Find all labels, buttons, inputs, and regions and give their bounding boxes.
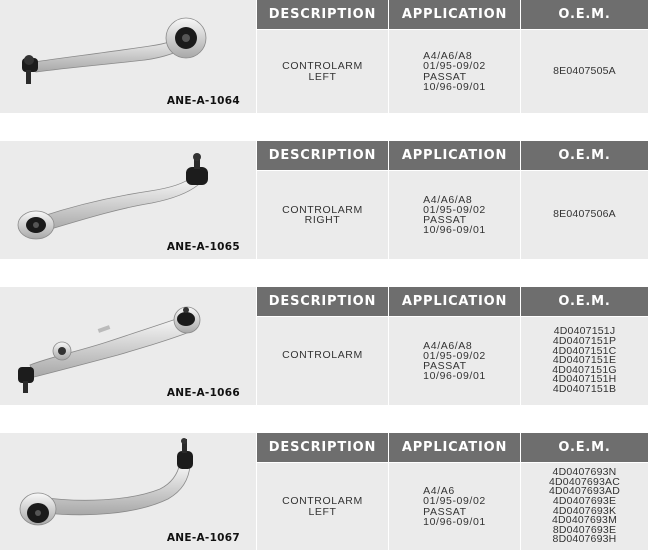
- oem-number: 4D0407693K: [552, 504, 617, 517]
- application-line: PASSAT: [423, 505, 467, 518]
- application-line: 10/96-09/01: [423, 370, 486, 383]
- oem-number: 4D0407151C: [552, 344, 617, 357]
- application-line: A4/A6/A8: [423, 339, 473, 352]
- oem-cell: [521, 317, 648, 405]
- description-header: DESCRIPTION: [257, 141, 388, 170]
- application-line: 01/95-09/02: [423, 60, 486, 73]
- oem-number: 4D0407693AD: [548, 485, 621, 498]
- application-cell: [389, 317, 520, 405]
- oem-number: 4D0407151G: [552, 363, 617, 376]
- application-line: 01/95-09/02: [423, 495, 486, 508]
- product-block-1066: [0, 287, 648, 405]
- oem-number: 8E0407505A: [553, 64, 616, 77]
- oem-number: 4D0407151H: [552, 373, 617, 386]
- oem-header: O.E.M.: [521, 0, 648, 29]
- oem-number: 4D0407151B: [552, 382, 617, 395]
- application-line: 10/96-09/01: [423, 515, 486, 528]
- description-line: CONTROLARM: [282, 348, 363, 361]
- description-line: CONTROLARM: [282, 495, 363, 508]
- description-cell: [257, 171, 388, 259]
- description-cell: [257, 463, 388, 550]
- oem-number: 4D0407151P: [552, 335, 617, 348]
- application-cell: [389, 463, 520, 550]
- application-line: PASSAT: [423, 360, 467, 372]
- product-image-cell: [0, 287, 256, 405]
- description-line: LEFT: [308, 505, 337, 518]
- oem-number: 4D0407151J: [553, 325, 616, 338]
- oem-header: O.E.M.: [521, 141, 648, 170]
- product-block-1064: [0, 0, 648, 113]
- oem-cell: [521, 463, 648, 550]
- application-line: PASSAT: [423, 70, 467, 83]
- description-header: DESCRIPTION: [257, 0, 388, 29]
- application-line: A4/A6/A8: [423, 50, 473, 63]
- oem-header: O.E.M.: [521, 433, 648, 462]
- description-line: CONTROLARM: [282, 60, 363, 73]
- description-cell: [257, 30, 388, 113]
- oem-number: 4D0407693E: [552, 494, 617, 507]
- description-header: DESCRIPTION: [257, 433, 388, 462]
- application-line: PASSAT: [423, 214, 467, 226]
- product-block-1065: [0, 141, 648, 259]
- description-header: DESCRIPTION: [257, 287, 388, 316]
- product-block-1067: [0, 433, 648, 550]
- application-line: 10/96-09/01: [423, 80, 486, 93]
- description-line: CONTROLARM: [282, 203, 363, 216]
- description-line: LEFT: [308, 70, 337, 83]
- application-cell: [389, 171, 520, 259]
- oem-number: 4D0407693M: [551, 514, 618, 527]
- oem-cell: [521, 171, 648, 259]
- part-number: ANE-A-1065: [166, 241, 240, 253]
- application-line: 10/96-09/01: [423, 224, 486, 237]
- product-image-cell: [0, 433, 256, 550]
- oem-number: 8D0407693E: [552, 523, 617, 536]
- oem-header: O.E.M.: [521, 287, 648, 316]
- application-line: A4/A6: [423, 485, 455, 498]
- oem-number: 4D0407151E: [552, 354, 617, 367]
- product-image-cell: [0, 141, 256, 259]
- oem-number: 4D0407693AC: [548, 475, 621, 488]
- part-number: ANE-A-1067: [166, 532, 240, 544]
- description-line: RIGHT: [304, 214, 341, 226]
- oem-number: 4D0407693N: [552, 466, 617, 479]
- application-cell: [389, 30, 520, 113]
- application-line: A4/A6/A8: [423, 193, 473, 206]
- oem-number: 8D0407693H: [552, 533, 617, 546]
- part-number: ANE-A-1064: [166, 95, 240, 107]
- description-cell: [257, 317, 388, 405]
- application-header: APPLICATION: [389, 141, 520, 170]
- application-header: APPLICATION: [389, 287, 520, 316]
- application-line: 01/95-09/02: [423, 349, 486, 362]
- oem-number: 8E0407506A: [553, 208, 616, 221]
- product-image-cell: [0, 0, 256, 113]
- application-line: 01/95-09/02: [423, 203, 486, 216]
- application-header: APPLICATION: [389, 433, 520, 462]
- application-header: APPLICATION: [389, 0, 520, 29]
- oem-cell: [521, 30, 648, 113]
- part-number: ANE-A-1066: [166, 387, 240, 399]
